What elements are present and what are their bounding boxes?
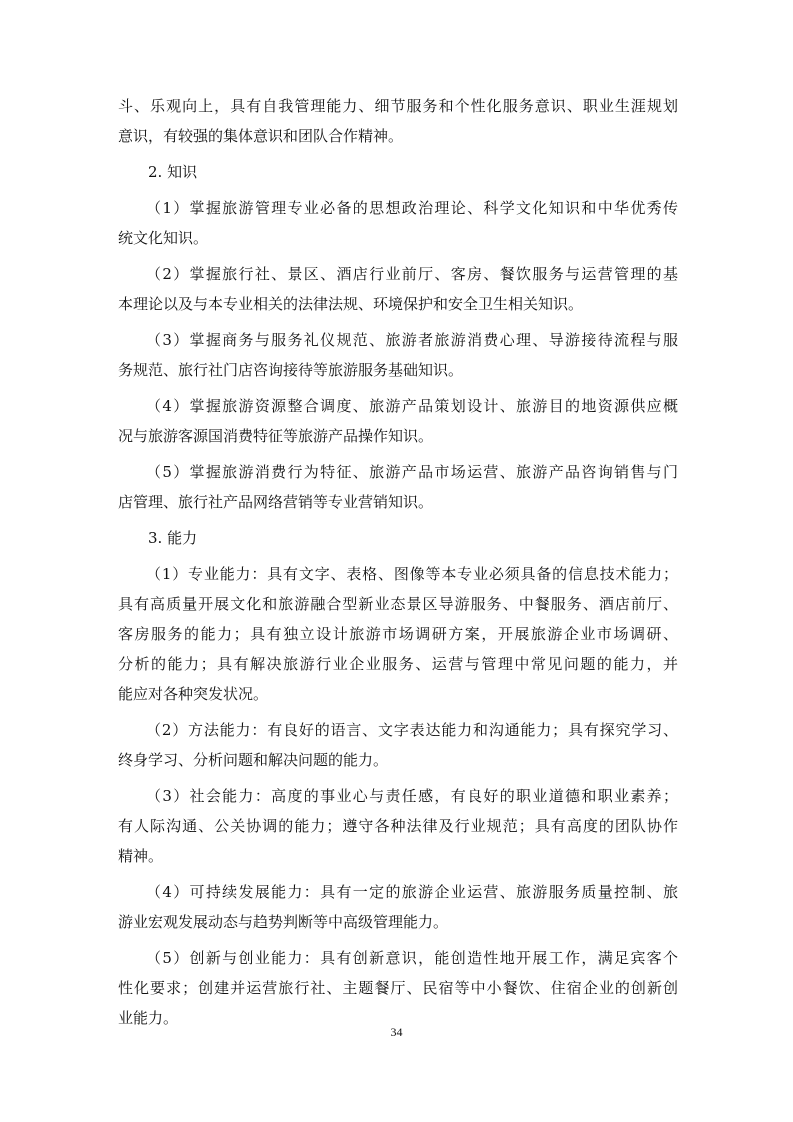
document-body bbox=[118, 88, 678, 1033]
paragraph-line: （4）掌握旅游资源整合调度、旅游产品策划设计、旅游目的地资源供应概 bbox=[146, 397, 678, 415]
paragraph-line: 本理论以及与本专业相关的法律法规、环境保护和安全卫生相关知识。 bbox=[118, 295, 584, 313]
knowledge-item bbox=[118, 193, 678, 253]
paragraph-line: 况与旅游客源国消费特征等旅游产品操作知识。 bbox=[118, 427, 434, 445]
paragraph-line: 统文化知识。 bbox=[118, 229, 209, 247]
paragraph-line: 性化要求；创建并运营旅行社、主题餐厅、民宿等中小餐饮、住宿企业的创新创 bbox=[118, 979, 678, 997]
paragraph-line: 务规范、旅行社门店咨询接待等旅游服务基础知识。 bbox=[118, 361, 464, 379]
ability-item bbox=[118, 877, 678, 937]
paragraph-line: （2）方法能力：有良好的语言、文字表达能力和沟通能力；具有探究学习、 bbox=[146, 721, 678, 739]
paragraph-line: （4）可持续发展能力：具有一定的旅游企业运营、旅游服务质量控制、旅 bbox=[146, 883, 678, 901]
paragraph-line: （5）创新与创业能力：具有创新意识，能创造性地开展工作，满足宾客个 bbox=[146, 949, 678, 967]
paragraph-line: 意识，有较强的集体意识和团队合作精神。 bbox=[118, 127, 404, 145]
knowledge-item bbox=[118, 391, 678, 451]
paragraph-line: 精神。 bbox=[118, 847, 164, 865]
knowledge-item bbox=[118, 259, 678, 319]
knowledge-item bbox=[118, 457, 678, 517]
paragraph-line: 能应对各种突发状况。 bbox=[118, 685, 269, 703]
paragraph-line: 游业宏观发展动态与趋势判断等中高级管理能力。 bbox=[118, 913, 449, 931]
ability-item bbox=[118, 715, 678, 775]
paragraph-line: 具有高质量开展文化和旅游融合型新业态景区导游服务、中餐服务、酒店前厅、 bbox=[118, 595, 678, 613]
section-heading-knowledge: 2. 知识 bbox=[148, 163, 198, 181]
ability-item bbox=[118, 781, 678, 871]
knowledge-item bbox=[118, 325, 678, 385]
paragraph-line: 有人际沟通、公关协调的能力；遵守各种法律及行业规范；具有高度的团队协作 bbox=[118, 817, 678, 835]
page-number: 34 bbox=[390, 1025, 403, 1039]
paragraph-line: （3）掌握商务与服务礼仪规范、旅游者旅游消费心理、导游接待流程与服 bbox=[146, 331, 678, 349]
section-heading-ability: 3. 能力 bbox=[148, 529, 198, 547]
ability-item bbox=[118, 559, 678, 709]
paragraph-line: （1）专业能力：具有文字、表格、图像等本专业必须具备的信息技术能力； bbox=[146, 565, 678, 583]
paragraph-line: （1）掌握旅游管理专业必备的思想政治理论、科学文化知识和中华优秀传 bbox=[146, 199, 678, 217]
paragraph-line: 斗、乐观向上，具有自我管理能力、细节服务和个性化服务意识、职业生涯规划 bbox=[118, 97, 678, 115]
paragraph-line: 店管理、旅行社产品网络营销等专业营销知识。 bbox=[118, 493, 434, 511]
paragraph-line: 终身学习、分析问题和解决问题的能力。 bbox=[118, 751, 389, 769]
paragraph-line: （2）掌握旅行社、景区、酒店行业前厅、客房、餐饮服务与运营管理的基 bbox=[146, 265, 678, 283]
paragraph-line: 分析的能力；具有解决旅游行业企业服务、运营与管理中常见问题的能力，并 bbox=[118, 655, 678, 673]
paragraph-line: （5）掌握旅游消费行为特征、旅游产品市场运营、旅游产品咨询销售与门 bbox=[146, 463, 678, 481]
paragraph-line: 客房服务的能力；具有独立设计旅游市场调研方案，开展旅游企业市场调研、 bbox=[118, 625, 678, 643]
paragraph-line: （3）社会能力：高度的事业心与责任感，有良好的职业道德和职业素养； bbox=[146, 787, 678, 805]
paragraph-line: 业能力。 bbox=[118, 1009, 179, 1027]
ability-item bbox=[118, 943, 678, 1033]
